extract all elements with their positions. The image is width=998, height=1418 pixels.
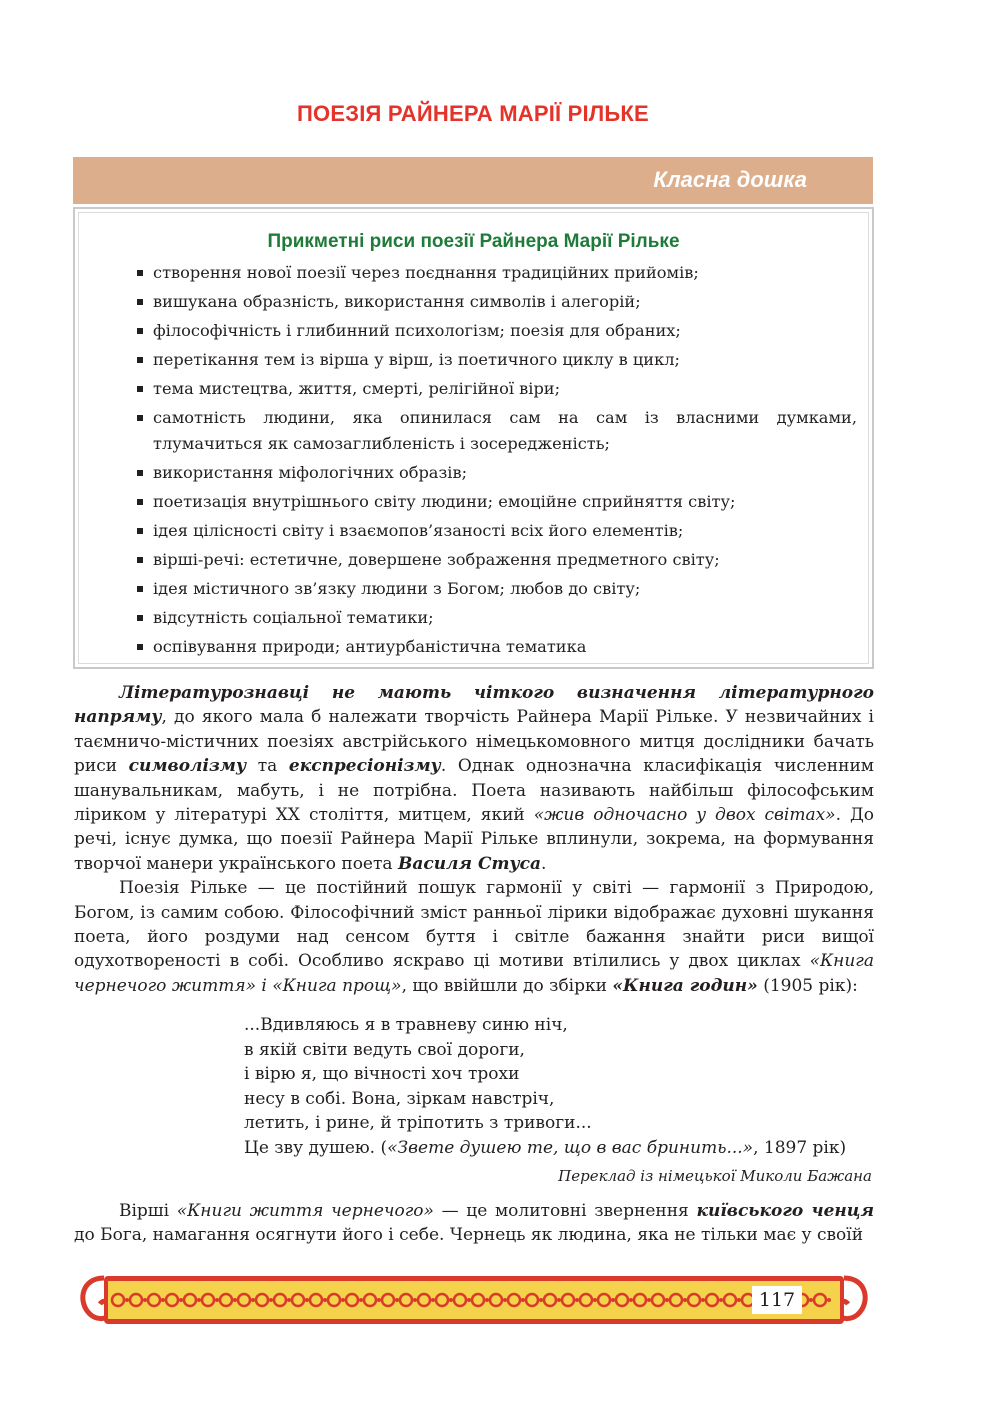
paragraph-3: Вірші «Книги життя чернечого» — це молитовні звернення київського ченця до Бога, намагання осягнути його і себе. Чернець як людина, яка не тільки має у своїй [74,1201,874,1246]
page-title: ПОЕЗІЯ РАЙНЕРА МАРІЇ РІЛЬКЕ [297,101,649,126]
ornament-dot-icon [197,1298,201,1302]
list-item: поетизація внутрішнього світу людини; емоційне сприйняття світу; [135,489,857,515]
ornament-dot-icon [215,1298,219,1302]
ornament-dot-icon [701,1298,705,1302]
paragraph-1: Літературознавці не мають чіткого визначення літературного напряму, до якого мала б належати творчість Райнера Марії Рільке. У незвичайних і таємничо-містичних поезіях австрійського німецькомовного митця дослідники бачать риси символізму та експресіонізму. Однак однозначна класифікація численним шанувальникам, мабуть, і не потрібна. Поета називають найбільш філософським ліриком у літературі XX століття, митцем, який «жив одночасно у двох світах». До речі, існує думка, що поезії Райнера Марії Рільке вплинули, зокрема, на формування творчої манери українського поета Василя Стуса. [74,683,874,874]
ornament-dot-icon [431,1298,435,1302]
ornament-dot-icon [269,1298,273,1302]
features-list [135,260,857,663]
list-item: вірші-речі: естетичне, довершене зображення предметного світу; [135,547,857,573]
ornament-dot-icon [341,1298,345,1302]
ornament-dot-icon [827,1298,831,1302]
poem-line: ...Вдивляюсь я в травневу синю ніч, [244,1015,568,1035]
list-item: вишукана образність, використання символів і алегорій; [135,289,857,315]
square-bullet-icon [137,615,143,621]
ornament-dot-icon [539,1298,543,1302]
class-board [73,207,874,669]
square-bullet-icon [137,328,143,334]
translator-credit: Переклад із німецької Миколи Бажана [558,1167,872,1185]
board-header [73,157,873,204]
ornament-dot-icon [485,1298,489,1302]
square-bullet-icon [137,415,143,421]
list-item: використання міфологічних образів; [135,460,857,486]
square-bullet-icon [137,299,143,305]
ornament-dot-icon [719,1298,723,1302]
ornament-dot-icon [323,1298,327,1302]
poem-line: несу в собі. Вона, зіркам навстріч, [244,1088,555,1109]
ornament-dot-icon [467,1298,471,1302]
square-bullet-icon [137,357,143,363]
ornament-dot-icon [575,1298,579,1302]
ornament-dot-icon [179,1298,183,1302]
poem-quote [244,1013,846,1161]
list-item: самотність людини, яка опинилася сам на сам із власними думками, тлумачиться як самозаглибленість і зосередженість; [135,405,857,457]
poem-line: і вірю я, що вічності хоч трохи [244,1064,520,1085]
ornament-dot-icon [809,1298,813,1302]
list-item: перетікання тем із вірша у вірш, із поетичного циклу в цикл; [135,347,857,373]
ornament-dot-icon [161,1298,165,1302]
poem-line: летить, і рине, й тріпотить з тривоги... [244,1113,592,1134]
poem-line: Це зву душею. («Звете душею те, що в вас бринить...», 1897 рік) [244,1137,847,1158]
ornament-dot-icon [251,1298,255,1302]
ornament-dot-icon [233,1298,237,1302]
poem-line: в якій світи ведуть свої дороги, [244,1039,525,1060]
square-bullet-icon [137,499,143,505]
body-text-main [74,681,874,998]
ornament-dot-icon [125,1298,129,1302]
board-header-label: Класна дошка [653,167,807,192]
ornament-dot-icon [665,1298,669,1302]
square-bullet-icon [137,557,143,563]
body-text-continued [74,1199,874,1248]
board-heading: Прикметні риси поезії Райнера Марії Рільке [267,231,680,252]
square-bullet-icon [137,586,143,592]
ornament-dot-icon [521,1298,525,1302]
ornament-dot-icon [413,1298,417,1302]
ornament-dot-icon [287,1298,291,1302]
square-bullet-icon [137,270,143,276]
list-item: тема мистецтва, життя, смерті, релігійної віри; [135,376,857,402]
ornament-dot-icon [449,1298,453,1302]
ornament-dot-icon [647,1298,651,1302]
ornament-dot-icon [683,1298,687,1302]
square-bullet-icon [137,528,143,534]
square-bullet-icon [137,644,143,650]
list-item: ідея містичного зв’язку людини з Богом; любов до світу; [135,576,857,602]
square-bullet-icon [137,470,143,476]
ornament-dot-icon [629,1298,633,1302]
ornament-dot-icon [143,1298,147,1302]
ornament-dot-icon [305,1298,309,1302]
list-item: відсутність соціальної тематики; [135,605,857,631]
ornament-dot-icon [557,1298,561,1302]
ornament-dot-icon [359,1298,363,1302]
ornament-dot-icon [377,1298,381,1302]
paragraph-2: Поезія Рільке — це постійний пошук гармонії у світі — гармонії з Природою, Богом, із самим собою. Філософічний зміст ранньої лірики відображає духовні шукання поета, його роздуми над сенсом буття і світле бажання знайти риси вищої одухотвореності в собі. Особливо яскраво ці мотиви втілились у двох циклах «Книга чернечого життя» і «Книга прощ», що ввійшли до збірки «Книга годин» (1905 рік): [74,878,874,996]
list-item: оспівування природи; антиурбаністична тематика [135,634,857,660]
ornament-dot-icon [503,1298,507,1302]
list-item: ідея цілісності світу і взаємопов’язаності всіх його елементів; [135,518,857,544]
square-bullet-icon [137,386,143,392]
list-item: філософічність і глибинний психологізм; поезія для обраних; [135,318,857,344]
page-number: 117 [752,1286,802,1314]
ornament-dot-icon [593,1298,597,1302]
list-item: створення нової поезії через поєднання традиційних прийомів; [135,260,857,286]
ornament-dot-icon [737,1298,741,1302]
ornament-dot-icon [395,1298,399,1302]
ornament-dot-icon [611,1298,615,1302]
